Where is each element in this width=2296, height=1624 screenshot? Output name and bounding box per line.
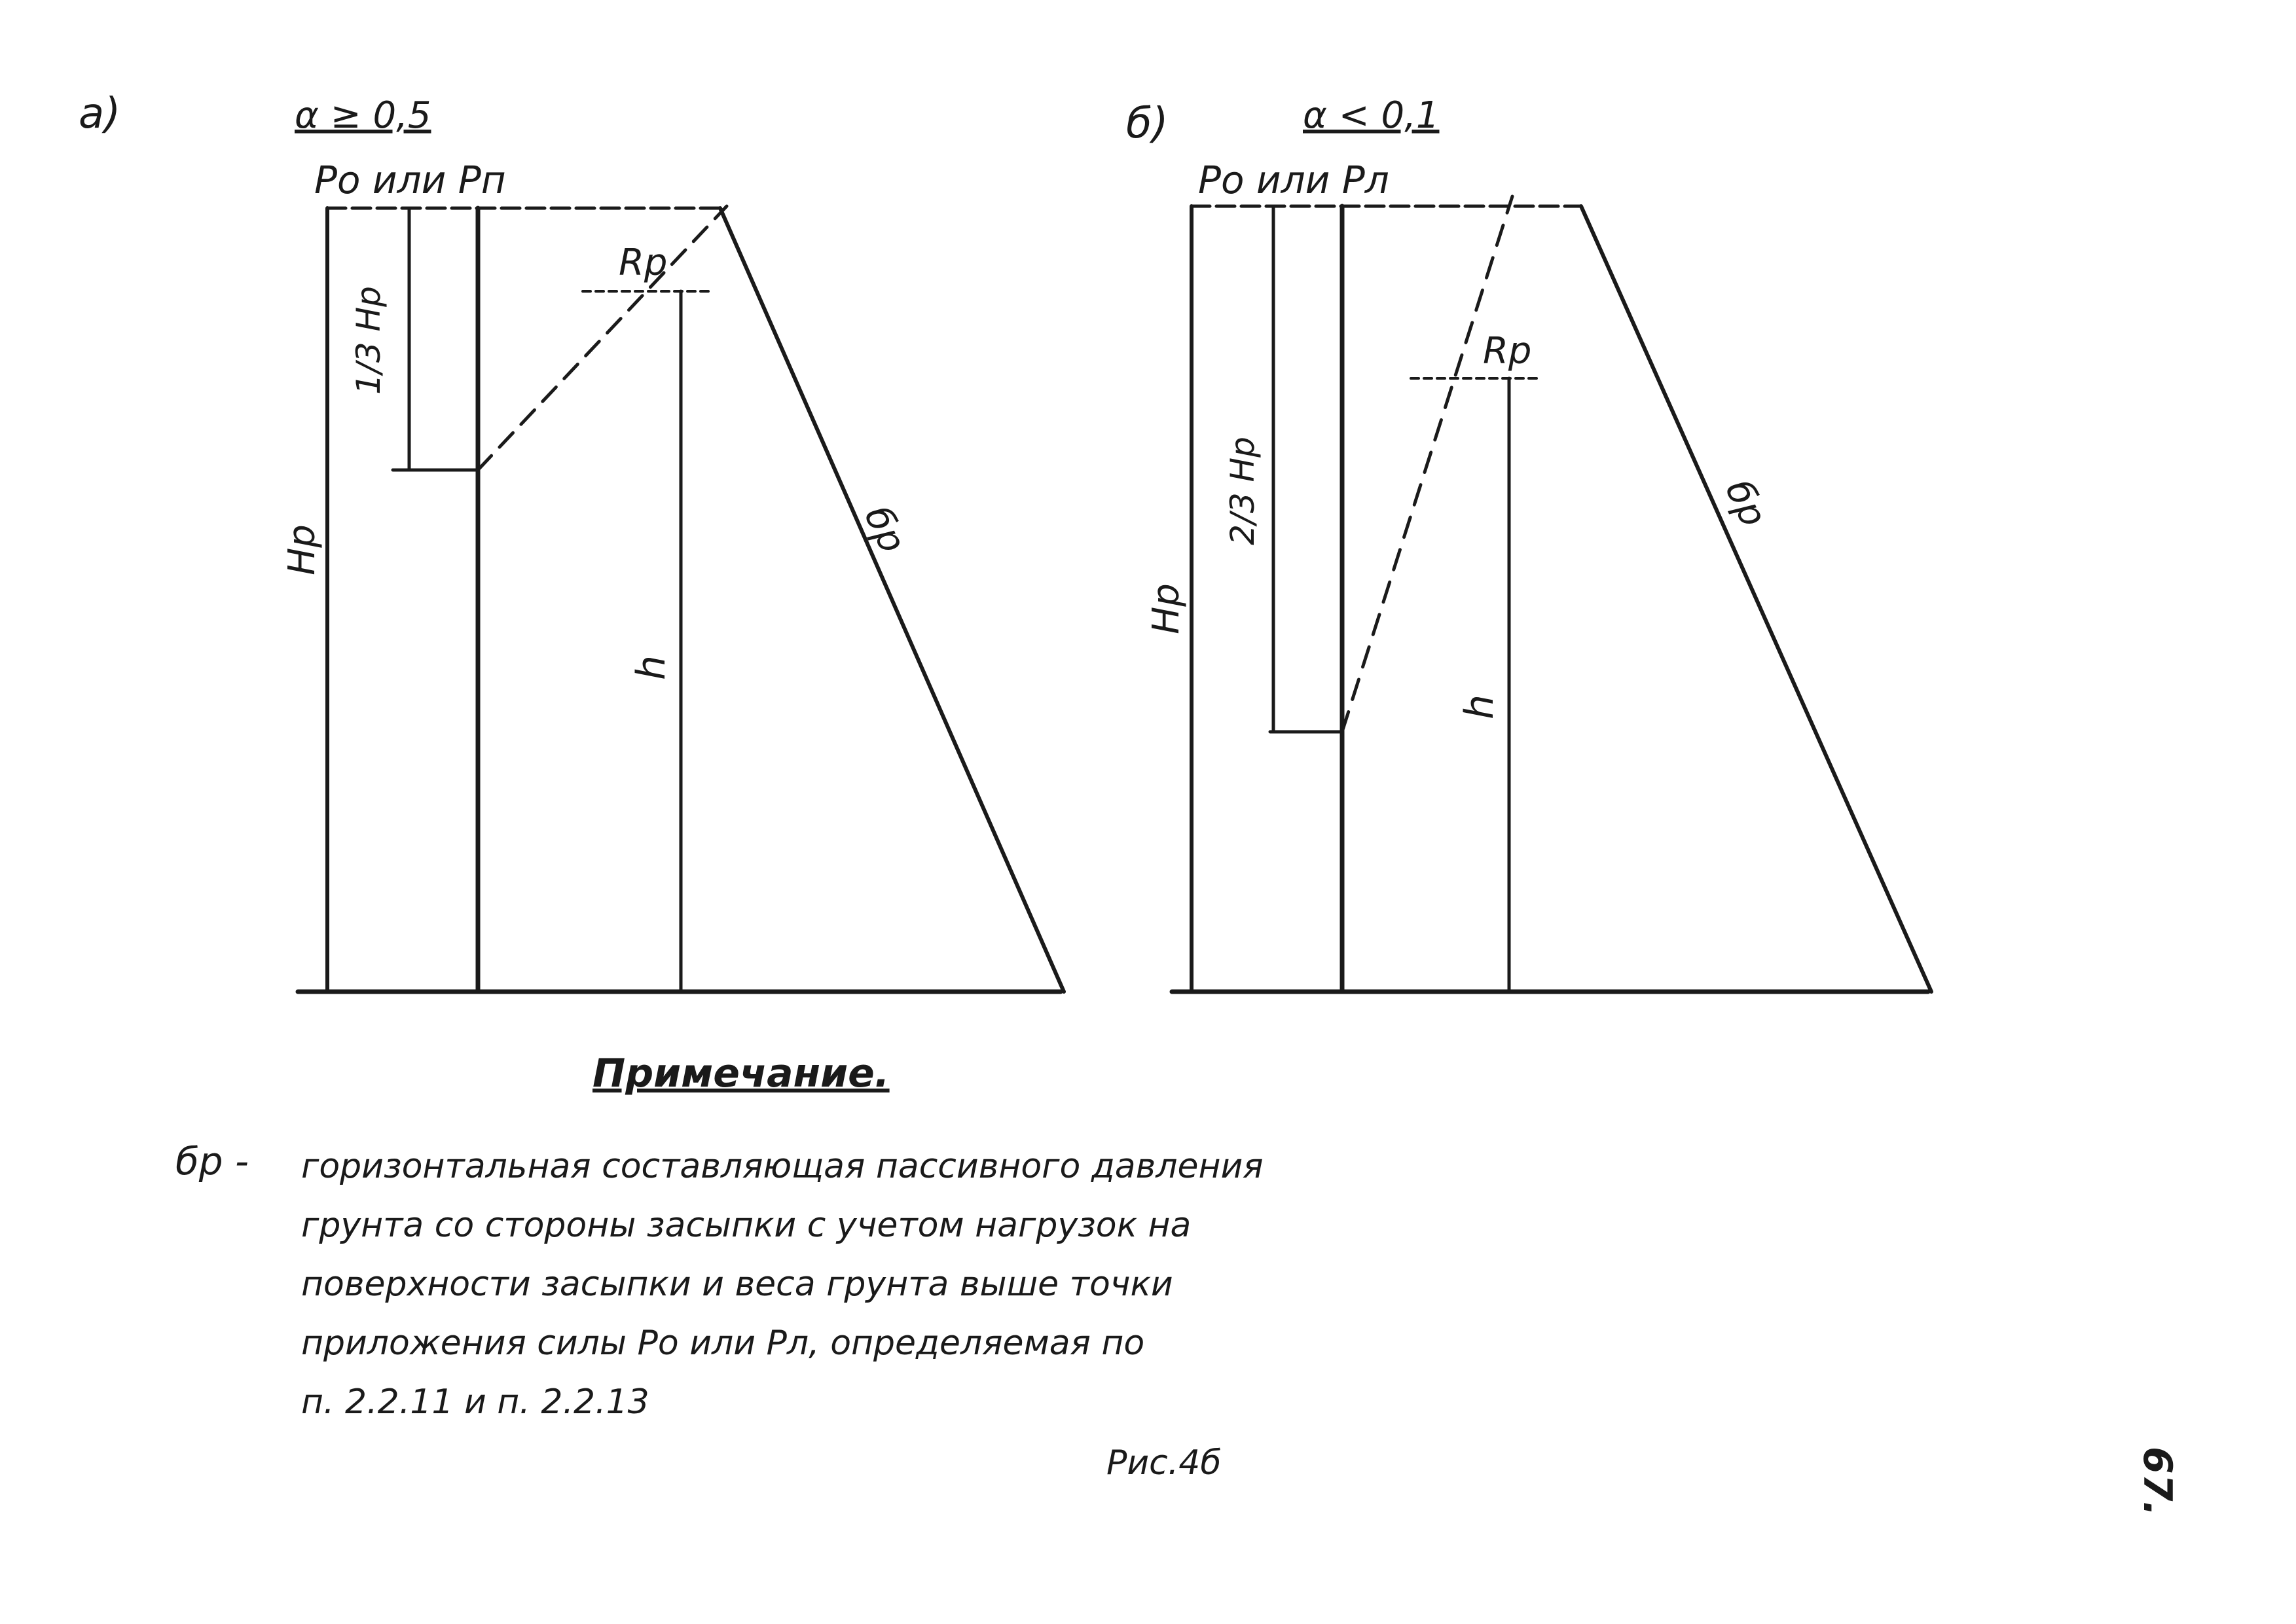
diagram-b-pressure-line: [1581, 206, 1931, 992]
diagram-b-letter: б): [1126, 99, 1169, 148]
note-title: Примечание.: [592, 1051, 890, 1096]
diagram-b-third-label: 2/3 Hр: [1224, 437, 1262, 545]
diagram-a-top-force: Pо или Pп: [314, 158, 506, 202]
note-line-2: грунта со стороны засыпки с учетом нагрузок на: [301, 1206, 1192, 1245]
diagram-b-resultant-dashed: [1342, 196, 1512, 732]
diagram-b-labels: [1126, 94, 1775, 719]
diagram-b-condition: α < 0,1: [1303, 94, 1440, 137]
diagram-a-third-label: 1/3 Hр: [350, 286, 388, 395]
note-line-1: горизонтальная составляющая пассивного давления: [301, 1147, 1264, 1186]
diagram-a: [298, 206, 1064, 992]
diagram-a-resultant-label: Rр: [619, 242, 668, 284]
note-line-5: п. 2.2.11 и п. 2.2.13: [301, 1382, 649, 1422]
diagram-b: [1172, 196, 1931, 992]
note-line-4: приложения силы Pо или Pл, определяемая по: [301, 1324, 1145, 1363]
diagram-b-resultant-label: Rр: [1483, 330, 1532, 372]
diagram-b-top-force: Pо или Pл: [1198, 158, 1389, 202]
diagram-b-height-total: Hр: [1145, 583, 1188, 634]
diagram-b-sigma-label: бр: [1717, 473, 1775, 533]
diagram-a-height-total: Hр: [281, 524, 323, 575]
diagram-a-pressure-line: [720, 208, 1064, 992]
page-number: 67.: [2134, 1447, 2180, 1517]
diagram-b-height-h: h: [1457, 694, 1503, 720]
diagram-a-height-h: h: [629, 655, 674, 681]
note-line-3: поверхности засыпки и веса грунта выше точки: [301, 1265, 1173, 1304]
diagram-a-letter: а): [79, 90, 121, 138]
diagram-a-resultant-dashed: [478, 206, 727, 470]
diagram-a-labels: [79, 90, 914, 680]
note-symbol: бр -: [175, 1139, 249, 1183]
diagram-a-sigma-label: бр: [856, 499, 914, 560]
figure-caption: Рис.4б: [1106, 1443, 1222, 1483]
diagram-a-condition: α ≥ 0,5: [295, 94, 431, 137]
